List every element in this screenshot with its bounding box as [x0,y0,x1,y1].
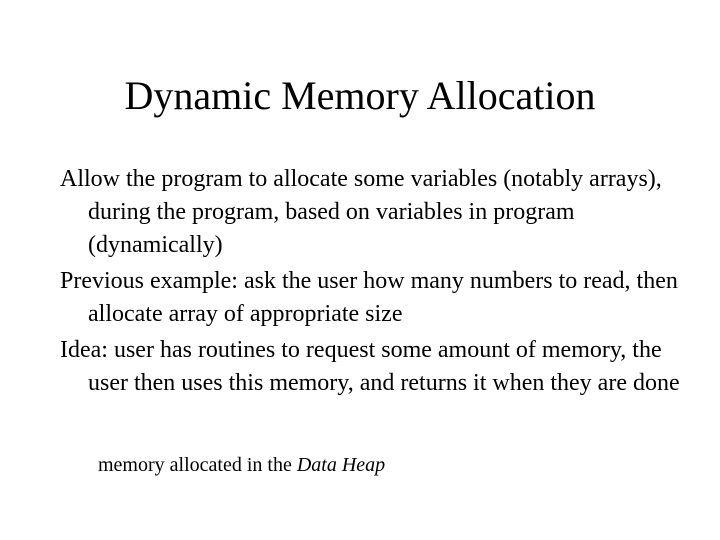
bullet-previous-example: Previous example: ask the user how many numbers to read, then allocate array of appropriate size [60,268,678,327]
sub-bullet-emphasis: Data Heap [296,454,386,476]
sub-bullet-data-heap [98,452,385,478]
bullet-allow-program: Allow the program to allocate some variables (notably arrays), during the program, based on variables in program (dynamically) [60,166,662,258]
sub-bullet-text: memory allocated in the [98,454,297,476]
bullet-list [60,163,700,403]
slide-title: Dynamic Memory Allocation [124,73,596,118]
bullet-idea: Idea: user has routines to request some amount of memory, the user then uses this memory, and returns it when they are done [60,337,680,396]
